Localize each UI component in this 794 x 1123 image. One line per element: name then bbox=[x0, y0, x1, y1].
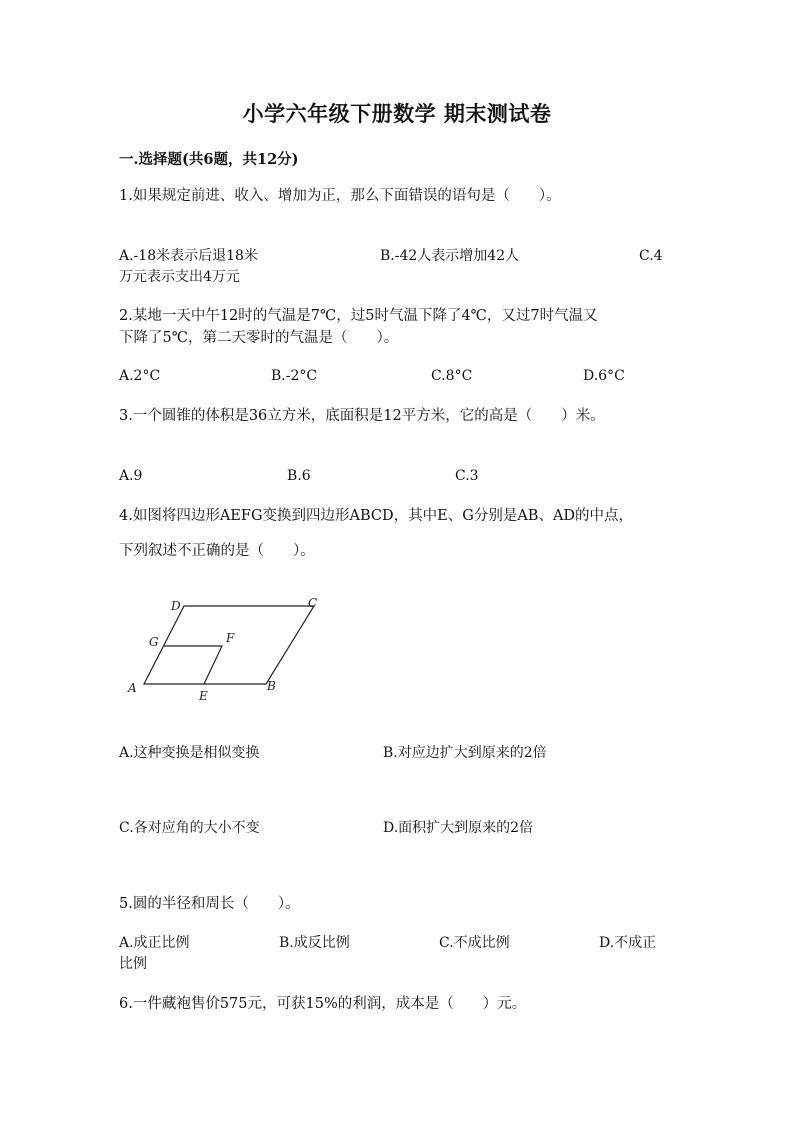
quadrilateral-aefg bbox=[164, 646, 222, 684]
section-heading: 一.选择题(共6题，共12分) bbox=[119, 151, 299, 168]
question-3-option-c: C.3 bbox=[455, 468, 479, 484]
question-2-option-a: A.2°C bbox=[119, 368, 161, 384]
label-f: F bbox=[226, 631, 235, 645]
page-title: 小学六年级下册数学 期末测试卷 bbox=[242, 101, 552, 126]
question-5-option-c: C.不成比例 bbox=[439, 935, 510, 951]
question-5-option-d-cont: 比例 bbox=[119, 956, 147, 972]
question-5-option-b: B.成反比例 bbox=[279, 935, 350, 951]
question-4-option-a: A.这种变换是相似变换 bbox=[119, 745, 260, 761]
question-2-option-b: B.-2°C bbox=[271, 368, 318, 384]
question-4-stem-line2: 下列叙述不正确的是（ ）。 bbox=[119, 543, 315, 559]
question-1-option-c-cont: 万元表示支出4万元 bbox=[119, 269, 240, 285]
question-1-option-c: C.4 bbox=[639, 248, 663, 264]
question-2-option-c: C.8°C bbox=[431, 368, 473, 384]
question-5-option-d: D.不成正 bbox=[599, 935, 657, 951]
question-5-stem: 5.圆的半径和周长（ ）。 bbox=[119, 896, 300, 912]
label-a: A bbox=[128, 681, 137, 695]
label-e: E bbox=[199, 689, 208, 703]
question-1-option-a: A.-18米表示后退18米 bbox=[119, 248, 258, 264]
question-2-stem-line2: 下降了5℃，第二天零时的气温是（ ）。 bbox=[119, 330, 399, 346]
question-3-option-b: B.6 bbox=[287, 468, 311, 484]
question-1-option-b: B.-42人表示增加42人 bbox=[380, 248, 520, 264]
question-4-option-d: D.面积扩大到原来的2倍 bbox=[383, 820, 534, 836]
label-d: D bbox=[171, 599, 181, 613]
label-b: B bbox=[267, 679, 276, 693]
label-c: C bbox=[308, 596, 318, 610]
question-4-option-b: B.对应边扩大到原来的2倍 bbox=[383, 745, 547, 761]
question-3-option-a: A.9 bbox=[119, 468, 143, 484]
label-g: G bbox=[149, 635, 159, 649]
parallelogram-figure bbox=[120, 592, 330, 708]
question-3-stem: 3.一个圆锥的体积是36立方米，底面积是12平方米，它的高是（ ）米。 bbox=[119, 408, 605, 424]
question-2-option-d: D.6°C bbox=[583, 368, 625, 384]
question-5-option-a: A.成正比例 bbox=[119, 935, 190, 951]
question-1-stem: 1.如果规定前进、收入、增加为正，那么下面错误的语句是（ ）。 bbox=[119, 188, 561, 204]
question-6-stem: 6.一件藏袍售价575元，可获15%的利润，成本是（ ）元。 bbox=[119, 996, 527, 1012]
parallelogram-abcd bbox=[144, 606, 314, 684]
question-4-stem-line1: 4.如图将四边形AEFG变换到四边形ABCD，其中E、G分别是AB、AD的中点， bbox=[119, 508, 634, 524]
question-2-stem-line1: 2.某地一天中午12时的气温是7℃，过5时气温下降了4℃，又过7时气温又 bbox=[119, 308, 598, 324]
question-4-option-c: C.各对应角的大小不变 bbox=[119, 820, 260, 836]
